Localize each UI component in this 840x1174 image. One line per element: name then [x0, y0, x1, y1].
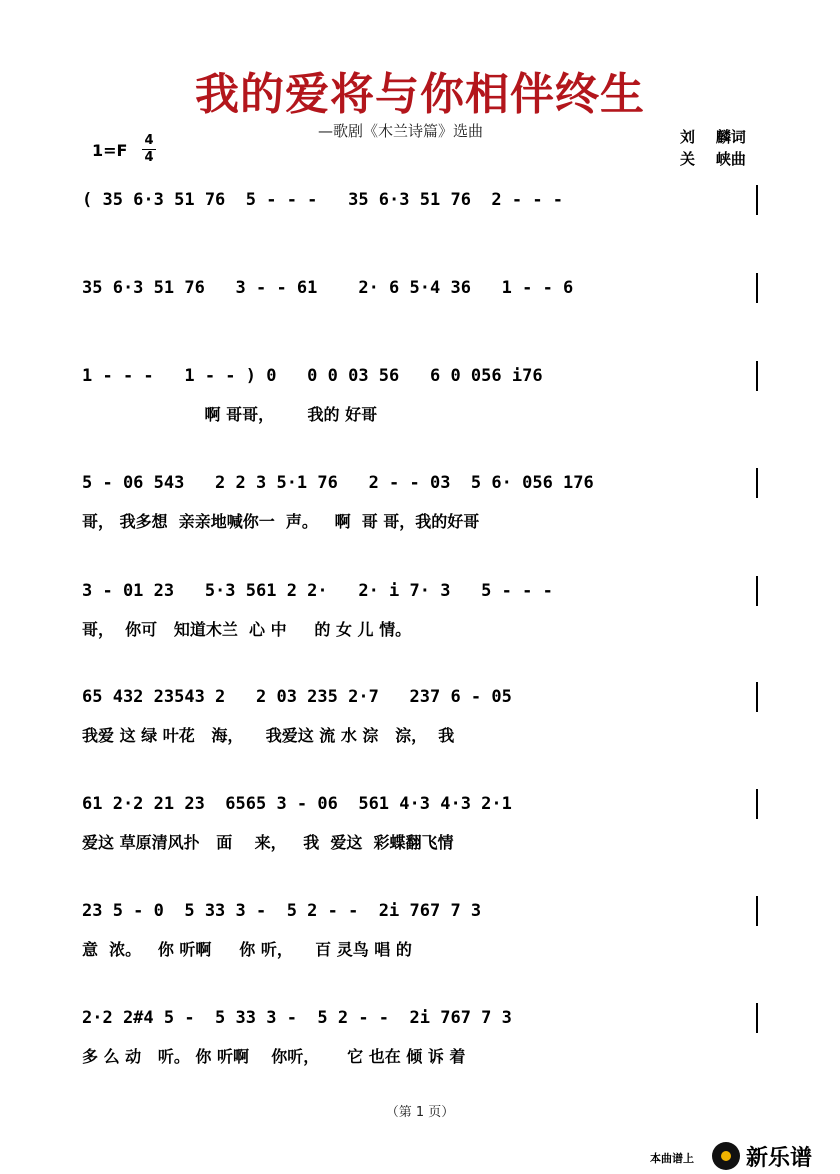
barline — [756, 361, 758, 391]
source-name: 新乐谱 — [746, 1146, 813, 1171]
record-logo-icon — [712, 1142, 740, 1170]
barline — [756, 896, 758, 926]
notation-line: 3 - 01 23 5·3 561 2 2· 2· i 7· 3 5 - - - — [82, 581, 553, 601]
notation-line: 35 6·3 51 76 3 - - 61 2· 6 5·4 36 1 - - 6 — [82, 278, 574, 298]
notation-line: ( 35 6·3 51 76 5 - - - 35 6·3 51 76 2 - - - — [82, 190, 564, 210]
lyric-line: 哥， 我多想 亲亲地喊你一 声。 啊 哥 哥，我的好哥 — [82, 512, 480, 531]
lyric-line: 意 浓。 你 听啊 你 听， 百 灵鸟 唱 的 — [82, 940, 412, 959]
source-prefix: 本曲谱上 — [650, 1152, 694, 1165]
notation-line: 65 432 23543 2 2 03 235 2·7 237 6 - 05 — [82, 687, 512, 707]
barline — [756, 682, 758, 712]
song-subtitle: —歌剧《木兰诗篇》选曲 — [318, 122, 484, 140]
lyric-line: 爱这 草原清风扑 面 来， 我 爱这 彩蝶翻飞情 — [82, 833, 454, 852]
notation-line: 23 5 - 0 5 33 3 - 5 2 - - 2i 767 7 3 — [82, 901, 482, 921]
notation-line: 1 - - - 1 - - ) 0 0 0 03 56 6 0 056 i76 — [82, 366, 543, 386]
key-signature: 1=F — [92, 141, 128, 160]
lyric-line: 我爱 这 绿 叶花 海， 我爱这 流 水 淙 淙， 我 — [82, 726, 455, 745]
lyric-line: 啊 哥哥， 我的 好哥 — [82, 405, 378, 424]
barline — [756, 576, 758, 606]
barline — [756, 468, 758, 498]
source-brand — [650, 1140, 838, 1170]
barline — [756, 1003, 758, 1033]
composer-credit: 关 峡曲 — [680, 150, 746, 168]
notation-line: 61 2·2 21 23 6565 3 - 06 561 4·3 4·3 2·1 — [82, 794, 512, 814]
time-signature-top: 4 — [144, 133, 154, 148]
lyric-line: 多 么 动 听。 你 听啊 你听， 它 也在 倾 诉 着 — [82, 1047, 466, 1066]
time-signature — [142, 134, 156, 165]
song-title: 我的爱将与你相伴终生 — [195, 69, 645, 120]
barline — [756, 185, 758, 215]
page-number: （第 1 页） — [385, 1105, 455, 1120]
time-signature-bottom: 4 — [144, 150, 154, 165]
lyric-line: 哥， 你可 知道木兰 心 中 的 女 儿 情。 — [82, 620, 412, 639]
barline — [756, 273, 758, 303]
notation-line: 5 - 06 543 2 2 3 5·1 76 2 - - 03 5 6· 056 176 — [82, 473, 594, 493]
barline — [756, 789, 758, 819]
lyricist-credit: 刘 麟词 — [680, 128, 746, 146]
notation-line: 2·2 2#4 5 - 5 33 3 - 5 2 - - 2i 767 7 3 — [82, 1008, 512, 1028]
credits — [680, 126, 746, 170]
